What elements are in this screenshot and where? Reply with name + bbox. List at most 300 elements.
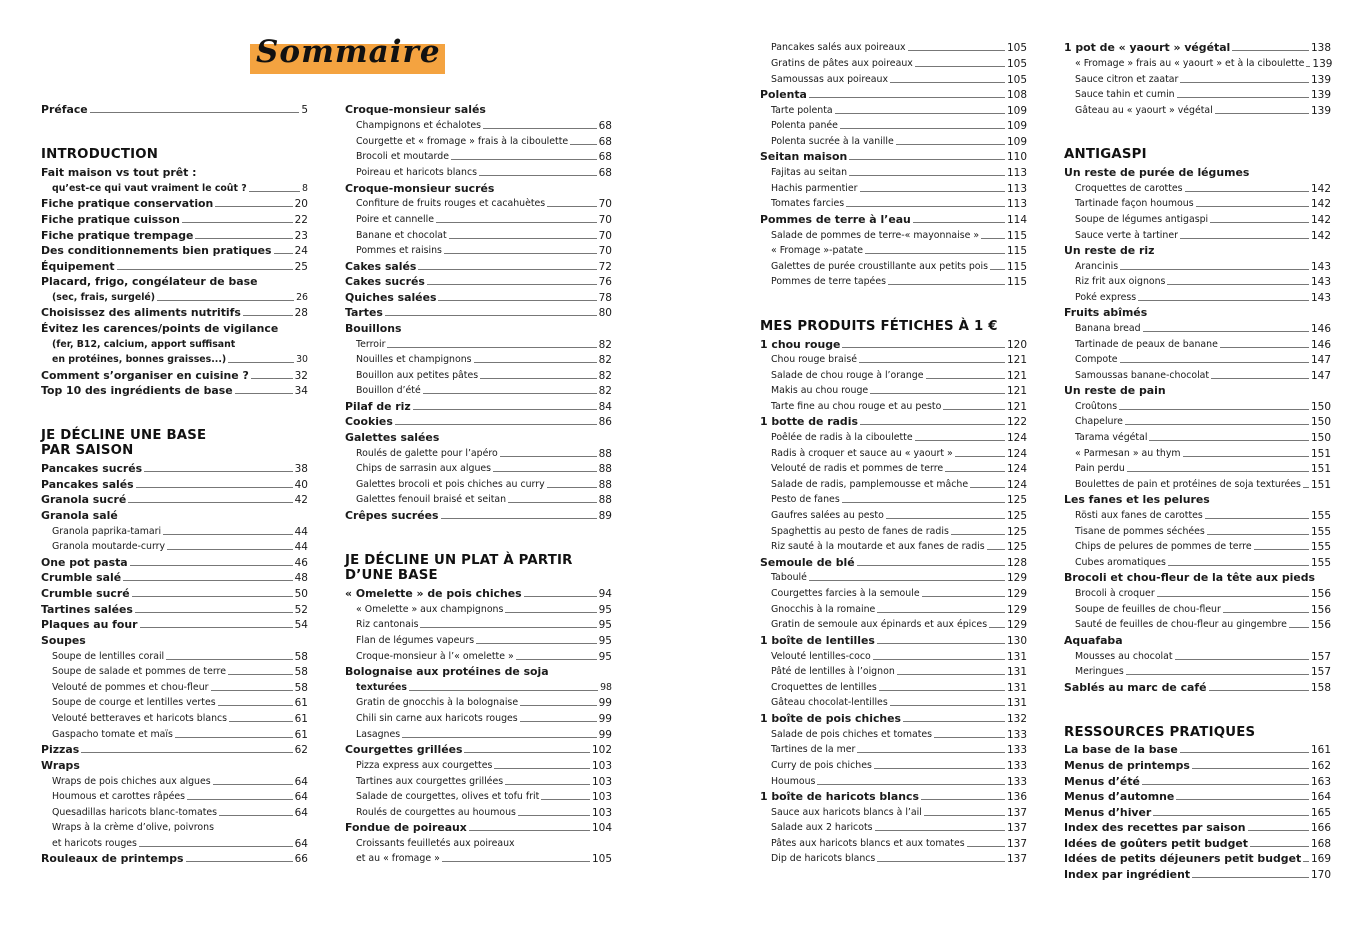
toc-entry[interactable] [345,741,612,756]
toc-entry[interactable] [1064,663,1331,678]
toc-entry[interactable] [41,632,308,647]
toc-entry[interactable] [1064,320,1331,335]
toc-entry-label: Tisane de pommes séchées [1075,526,1205,537]
toc-entry[interactable] [345,242,612,257]
toc-entry[interactable] [345,850,612,865]
toc-page-number: 129 [1006,619,1027,631]
toc-entry[interactable] [345,398,612,413]
toc-entry[interactable] [760,507,1027,522]
toc-entry[interactable] [41,679,308,694]
toc-leader-line [90,112,300,113]
toc-entry[interactable] [760,102,1027,117]
toc-page-number: 142 [1310,230,1331,242]
toc-entry[interactable] [760,258,1027,273]
toc-entry[interactable] [345,227,612,242]
toc-entry[interactable] [345,804,612,819]
toc-entry[interactable] [1064,491,1331,506]
toc-entry[interactable] [41,741,308,756]
toc-entry[interactable] [41,616,308,631]
toc-entry[interactable] [345,289,612,304]
toc-entry[interactable] [760,585,1027,600]
toc-entry[interactable] [345,382,612,397]
toc-entry[interactable] [760,460,1027,475]
toc-entry[interactable] [41,757,308,772]
toc-entry[interactable] [345,273,612,288]
toc-entry[interactable] [41,460,308,475]
toc-leader-line [1167,284,1309,285]
toc-entry[interactable] [41,538,308,553]
toc-entry[interactable] [760,757,1027,772]
toc-page-number: 136 [1006,791,1027,803]
toc-entry[interactable] [1064,102,1331,117]
toc-page-number: 88 [598,463,612,475]
toc-entry[interactable] [41,211,308,226]
toc-entry[interactable] [760,117,1027,132]
toc-entry[interactable] [345,819,612,834]
toc-entry[interactable] [41,258,308,273]
toc-entry[interactable] [345,835,612,850]
toc-entry[interactable] [1064,460,1331,475]
toc-entry[interactable] [760,819,1027,834]
toc-entry[interactable] [1064,164,1331,179]
toc-leader-line [251,378,293,379]
toc-entry[interactable] [345,648,612,663]
toc-entry-label: Menus de printemps [1064,759,1190,772]
toc-entry[interactable] [41,289,308,304]
toc-entry-label: Roulés de galette pour l’apéro [356,448,498,459]
toc-entry[interactable] [1064,336,1331,351]
toc-entry[interactable] [1064,866,1331,881]
toc-entry-label: Sauce aux haricots blancs à l’ail [771,807,922,818]
toc-entry[interactable] [41,164,308,179]
toc-entry[interactable] [345,726,612,741]
toc-entry[interactable] [760,398,1027,413]
toc-page-number: 68 [598,120,612,132]
toc-entry[interactable] [1064,211,1331,226]
toc-entry-label: Gnocchis à la romaine [771,604,876,615]
toc-entry[interactable] [760,679,1027,694]
toc-entry[interactable] [41,601,308,616]
toc-entry[interactable] [345,507,612,522]
toc-leader-line [136,487,293,488]
toc-entry[interactable] [41,242,308,257]
toc-entry-label: Brocoli et chou-fleur de la tête aux pieds [1064,571,1316,584]
toc-entry[interactable] [1064,258,1331,273]
toc-entry-label: « Fromage »-patate [771,245,864,256]
toc-entry[interactable] [1064,804,1331,819]
toc-entry[interactable] [760,601,1027,616]
toc-leader-line [518,815,590,816]
toc-entry[interactable] [345,304,612,319]
toc-leader-line [987,549,1005,550]
toc-entry[interactable] [41,382,308,397]
toc-entry[interactable] [1064,585,1331,600]
toc-entry-label: Pommes de terre à l’eau [760,213,911,226]
toc-leader-line [218,705,293,706]
toc-leader-line [1126,674,1309,675]
toc-entry[interactable] [760,538,1027,553]
toc-entry[interactable] [760,133,1027,148]
toc-entry[interactable] [1064,569,1331,584]
toc-entry[interactable] [345,491,612,506]
toc-entry-label: Soupe de légumes antigaspi [1075,214,1209,225]
toc-entry[interactable] [1064,382,1331,397]
toc-entry[interactable] [41,819,308,834]
toc-page-number: 142 [1310,183,1331,195]
toc-entry[interactable] [41,491,308,506]
toc-entry[interactable] [760,367,1027,382]
toc-entry[interactable] [1064,523,1331,538]
toc-entry[interactable] [760,694,1027,709]
toc-entry[interactable] [345,445,612,460]
toc-leader-line [436,222,597,223]
toc-leader-line [219,815,293,816]
toc-entry[interactable] [1064,819,1331,834]
toc-entry[interactable] [41,523,308,538]
toc-entry-label: Poêlée de radis à la ciboulette [771,432,913,443]
toc-entry-label: Seitan maison [760,150,848,163]
toc-entry-label: Makis au chou rouge [771,385,869,396]
toc-leader-line [211,690,293,691]
toc-page-number: 52 [294,604,308,616]
toc-page-number: 28 [294,307,308,319]
toc-entry[interactable] [345,164,612,179]
toc-entry-label: Un reste de riz [1064,244,1155,257]
toc-entry[interactable] [1064,788,1331,803]
toc-entry[interactable] [760,616,1027,631]
toc-page-number: 150 [1310,416,1331,428]
toc-entry[interactable] [1064,398,1331,413]
toc-entry-label: Rouleaux de printemps [41,852,184,865]
toc-entry-label: Pizza express aux courgettes [356,760,493,771]
toc-leader-line [943,409,1005,410]
toc-entry[interactable] [760,55,1027,70]
toc-page-number: 155 [1310,557,1331,569]
toc-entry[interactable] [41,648,308,663]
toc-page-number: 25 [294,261,308,273]
toc-entry[interactable] [345,632,612,647]
toc-entry[interactable] [1064,180,1331,195]
toc-entry[interactable] [760,382,1027,397]
toc-entry-label: Courgettes grillées [345,743,463,756]
toc-entry-label: Cubes aromatiques [1075,557,1166,568]
toc-entry[interactable] [760,351,1027,366]
toc-leader-line [865,253,1005,254]
toc-entry[interactable] [41,726,308,741]
toc-entry[interactable] [345,367,612,382]
toc-entry[interactable] [1064,538,1331,553]
toc-entry[interactable] [1064,273,1331,288]
toc-page-number: 163 [1310,776,1331,788]
toc-entry[interactable] [1064,554,1331,569]
toc-leader-line [879,690,1005,691]
toc-entry[interactable] [41,304,308,319]
toc-leader-line [213,784,293,785]
toc-entry[interactable] [1064,648,1331,663]
toc-page-number: 122 [1006,416,1027,428]
toc-entry[interactable] [760,523,1027,538]
toc-entry[interactable] [1064,773,1331,788]
toc-entry[interactable] [345,460,612,475]
toc-leader-line [951,534,1005,535]
toc-entry-label: Granola paprika-tamari [52,526,162,537]
toc-entry[interactable] [345,663,612,678]
toc-entry[interactable] [760,648,1027,663]
toc-leader-line [1185,191,1309,192]
toc-entry-label: Polenta sucrée à la vanille [771,136,894,147]
toc-entry[interactable] [760,180,1027,195]
toc-leader-line [846,206,1005,207]
toc-entry[interactable] [760,71,1027,86]
toc-entry[interactable] [760,86,1027,101]
toc-entry[interactable] [41,351,308,366]
toc-entry[interactable] [41,336,308,351]
toc-entry[interactable] [760,227,1027,242]
toc-entry[interactable] [41,320,308,335]
toc-page-number: 125 [1006,494,1027,506]
toc-entry[interactable] [1064,289,1331,304]
toc-leader-line [842,502,1005,503]
toc-entry[interactable] [41,663,308,678]
toc-leader-line [870,393,1005,394]
toc-entry-label: Tarte polenta [771,105,833,116]
toc-entry[interactable] [1064,476,1331,491]
toc-page-number: 76 [598,276,612,288]
toc-entry-label: One pot pasta [41,556,128,569]
toc-entry-label: Chapelure [1075,416,1123,427]
toc-entry-label: Gaspacho tomate et maïs [52,729,173,740]
toc-entry[interactable] [1064,445,1331,460]
toc-leader-line [441,518,597,519]
toc-entry[interactable] [1064,351,1331,366]
toc-entry[interactable] [41,773,308,788]
toc-page-number: 156 [1310,604,1331,616]
toc-entry[interactable] [345,117,612,132]
toc-leader-line [1180,238,1309,239]
toc-entry-label: Compote [1075,354,1118,365]
toc-leader-line [890,705,1005,706]
toc-leader-line [913,222,1005,223]
toc-entry[interactable] [760,429,1027,444]
toc-leader-line [1196,206,1309,207]
toc-entry[interactable] [1064,304,1331,319]
toc-entry[interactable] [760,148,1027,163]
toc-entry[interactable] [345,180,612,195]
toc-entry[interactable] [1064,850,1331,865]
toc-entry[interactable] [41,804,308,819]
toc-entry-label: Pâté de lentilles à l’oignon [771,666,895,677]
toc-page-number: 88 [598,448,612,460]
toc-entry-label: Wraps [41,759,80,772]
toc-entry[interactable] [760,445,1027,460]
toc-entry-label: Mousses au chocolat [1075,651,1173,662]
toc-leader-line [516,659,597,660]
toc-entry[interactable] [760,726,1027,741]
toc-entry[interactable] [760,211,1027,226]
toc-entry[interactable] [1064,39,1331,54]
toc-entry[interactable] [345,429,612,444]
toc-page-number: 113 [1006,167,1027,179]
toc-entry[interactable] [1064,227,1331,242]
toc-entry[interactable] [345,585,612,600]
toc-entry-label: Soupe de feuilles de chou-fleur [1075,604,1221,615]
toc-entry[interactable] [760,164,1027,179]
toc-entry[interactable] [1064,413,1331,428]
toc-entry[interactable] [1064,757,1331,772]
toc-entry[interactable] [1064,86,1331,101]
toc-entry[interactable] [41,569,308,584]
toc-leader-line [989,627,1005,628]
toc-entry[interactable] [345,148,612,163]
toc-entry[interactable] [1064,507,1331,522]
toc-page-number: 58 [294,651,308,663]
toc-leader-line [480,378,596,379]
toc-entry[interactable] [1064,601,1331,616]
toc-entry-label: Bouillon aux petites pâtes [356,370,479,381]
toc-entry[interactable] [41,585,308,600]
toc-entry-label: Wraps à la crème d’olive, poivrons [52,822,214,833]
toc-entry[interactable] [760,850,1027,865]
toc-entry[interactable] [41,507,308,522]
toc-page-number: 125 [1006,541,1027,553]
toc-entry[interactable] [41,694,308,709]
toc-entry[interactable] [1064,71,1331,86]
toc-entry-label: Fiche pratique cuisson [41,213,180,226]
toc-page-number: 68 [598,151,612,163]
toc-entry-label: Gâteau chocolat-lentilles [771,697,888,708]
toc-page-number: 129 [1006,572,1027,584]
toc-entry[interactable] [760,413,1027,428]
toc-entry[interactable] [1064,55,1331,70]
toc-entry[interactable] [760,195,1027,210]
toc-entry-label: Tartes [345,306,383,319]
toc-entry-label: Index par ingrédient [1064,868,1191,881]
toc-entry[interactable] [41,180,308,195]
toc-leader-line [1215,113,1309,114]
toc-entry[interactable] [345,336,612,351]
toc-entry[interactable] [760,242,1027,257]
toc-entry[interactable] [760,773,1027,788]
toc-entry-label: et haricots rouges [52,838,137,849]
toc-entry[interactable] [345,476,612,491]
toc-entry[interactable] [760,491,1027,506]
toc-entry-label: Tartinade façon houmous [1075,198,1194,209]
toc-entry[interactable] [760,741,1027,756]
toc-leader-line [1157,596,1309,597]
toc-page-number: 125 [1006,510,1027,522]
toc-entry[interactable] [760,39,1027,54]
toc-entry[interactable] [760,710,1027,725]
toc-page-number: 146 [1310,339,1331,351]
toc-page-number: 109 [1006,136,1027,148]
toc-page-number: 168 [1310,838,1331,850]
toc-entry[interactable] [1064,679,1331,694]
toc-entry[interactable] [41,850,308,865]
toc-entry-label: Préface [41,103,88,116]
toc-leader-line [409,690,598,691]
toc-page-number: 157 [1310,666,1331,678]
toc-page-number: 114 [1006,214,1027,226]
toc-entry[interactable] [1064,632,1331,647]
toc-entry[interactable] [345,679,612,694]
toc-entry[interactable] [345,211,612,226]
toc-entry-label: Nouilles et champignons [356,354,472,365]
toc-entry[interactable] [345,413,612,428]
toc-entry-label: Tomates farcies [771,198,845,209]
toc-leader-line [1223,612,1309,613]
toc-entry[interactable] [41,476,308,491]
toc-entry[interactable] [345,788,612,803]
toc-entry[interactable] [345,616,612,631]
toc-entry[interactable] [345,773,612,788]
toc-entry[interactable] [760,788,1027,803]
toc-entry[interactable] [760,569,1027,584]
toc-entry[interactable] [41,227,308,242]
toc-leader-line [1210,222,1309,223]
toc-entry[interactable] [345,133,612,148]
toc-entry[interactable] [41,273,308,288]
toc-entry[interactable] [345,694,612,709]
toc-entry-label: Croissants feuilletés aux poireaux [356,838,515,849]
toc-entry-label: et au « fromage » [356,853,440,864]
toc-entry[interactable] [760,273,1027,288]
toc-entry-label: Roulés de courgettes au houmous [356,807,516,818]
toc-entry[interactable] [760,336,1027,351]
toc-entry[interactable] [345,258,612,273]
toc-entry[interactable] [41,101,308,116]
toc-entry[interactable] [41,367,308,382]
toc-entry[interactable] [345,601,612,616]
toc-entry[interactable] [760,476,1027,491]
toc-entry[interactable] [760,804,1027,819]
toc-leader-line [921,799,1005,800]
toc-entry[interactable] [1064,835,1331,850]
toc-leader-line [144,471,292,472]
toc-entry[interactable] [1064,195,1331,210]
toc-leader-line [981,238,1005,239]
toc-entry[interactable] [345,351,612,366]
toc-entry[interactable] [41,554,308,569]
toc-entry[interactable] [1064,616,1331,631]
toc-entry-label: Riz cantonais [356,619,419,630]
toc-entry[interactable] [1064,242,1331,257]
toc-entry[interactable] [345,101,612,116]
toc-entry[interactable] [760,554,1027,569]
toc-entry[interactable] [345,757,612,772]
toc-entry[interactable] [760,632,1027,647]
toc-entry[interactable] [345,195,612,210]
toc-entry[interactable] [1064,367,1331,382]
toc-leader-line [420,627,596,628]
toc-entry[interactable] [41,788,308,803]
toc-entry[interactable] [41,195,308,210]
toc-page-number: 113 [1006,198,1027,210]
toc-page-number: 5 [301,104,308,116]
toc-leader-line [809,580,1005,581]
toc-entry[interactable] [760,663,1027,678]
toc-entry[interactable] [41,835,308,850]
toc-entry[interactable] [345,710,612,725]
toc-entry[interactable] [41,710,308,725]
toc-leader-line [123,580,293,581]
toc-page-number: 156 [1310,588,1331,600]
toc-leader-line [877,643,1005,644]
toc-entry[interactable] [760,835,1027,850]
toc-entry[interactable] [1064,429,1331,444]
toc-entry[interactable] [1064,741,1331,756]
toc-page-number: 61 [294,697,308,709]
toc-entry[interactable] [345,320,612,335]
